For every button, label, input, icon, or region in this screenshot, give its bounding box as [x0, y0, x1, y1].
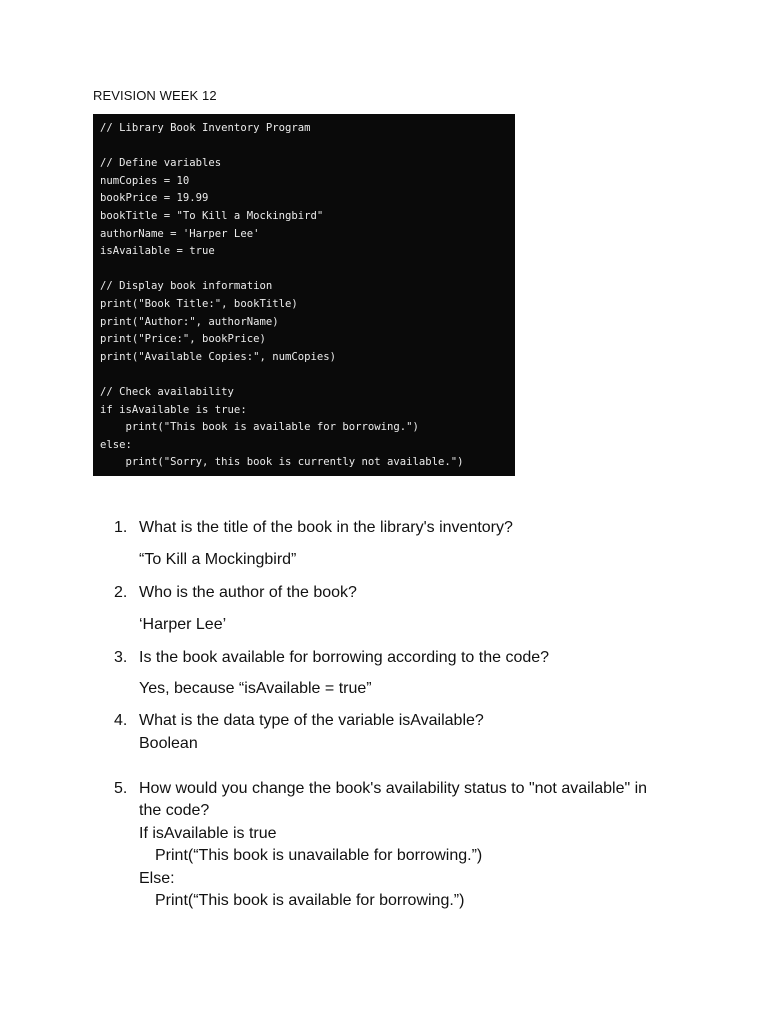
code-line: bookPrice = 19.99	[100, 192, 209, 205]
code-line: bookTitle = "To Kill a Mockingbird"	[100, 209, 324, 222]
code-line: else:	[100, 438, 132, 451]
answer-text: Boolean	[139, 735, 198, 752]
question-text: What is the data type of the variable isAvailable?	[139, 712, 484, 729]
code-line: if isAvailable is true:	[100, 403, 247, 416]
code-line: print("Author:", authorName)	[100, 315, 279, 328]
question-number: 2.	[114, 584, 128, 601]
question-text: What is the title of the book in the library's inventory?	[139, 519, 513, 536]
question-text: the code?	[139, 802, 210, 819]
answer-text: Else:	[139, 870, 175, 887]
code-line: // Define variables	[100, 157, 222, 170]
answer-text: ‘Harper Lee’	[139, 616, 227, 633]
answer-text: Yes, because “isAvailable = true”	[139, 680, 372, 697]
answer-text: “To Kill a Mockingbird”	[139, 551, 297, 568]
code-line: print("Price:", bookPrice)	[100, 333, 266, 346]
code-line: isAvailable = true	[100, 245, 215, 258]
question-text: Who is the author of the book?	[139, 584, 357, 601]
question-text: How would you change the book's availability status to "not available" in	[139, 780, 648, 797]
code-line: numCopies = 10	[100, 174, 190, 187]
question-number: 3.	[114, 649, 128, 666]
question-number: 4.	[114, 712, 128, 729]
answer-text: Print(“This book is available for borrowing.”)	[155, 892, 465, 909]
code-line: // Check availability	[100, 385, 234, 398]
code-line: // Display book information	[100, 280, 273, 293]
code-line: print("This book is available for borrowing.")	[100, 421, 419, 434]
code-line: print("Sorry, this book is currently not available.")	[100, 456, 464, 469]
code-line: authorName = 'Harper Lee'	[100, 227, 260, 240]
question-number: 5.	[114, 780, 128, 797]
code-line: print("Available Copies:", numCopies)	[100, 350, 336, 363]
answer-text: Print(“This book is unavailable for borrowing.”)	[155, 847, 483, 864]
code-line: // Library Book Inventory Program	[100, 122, 311, 134]
question-text: Is the book available for borrowing according to the code?	[139, 649, 550, 666]
answer-text: If isAvailable is true	[139, 825, 277, 842]
document-heading: REVISION WEEK 12	[93, 88, 217, 103]
question-number: 1.	[114, 519, 128, 536]
code-line: print("Book Title:", bookTitle)	[100, 297, 298, 310]
